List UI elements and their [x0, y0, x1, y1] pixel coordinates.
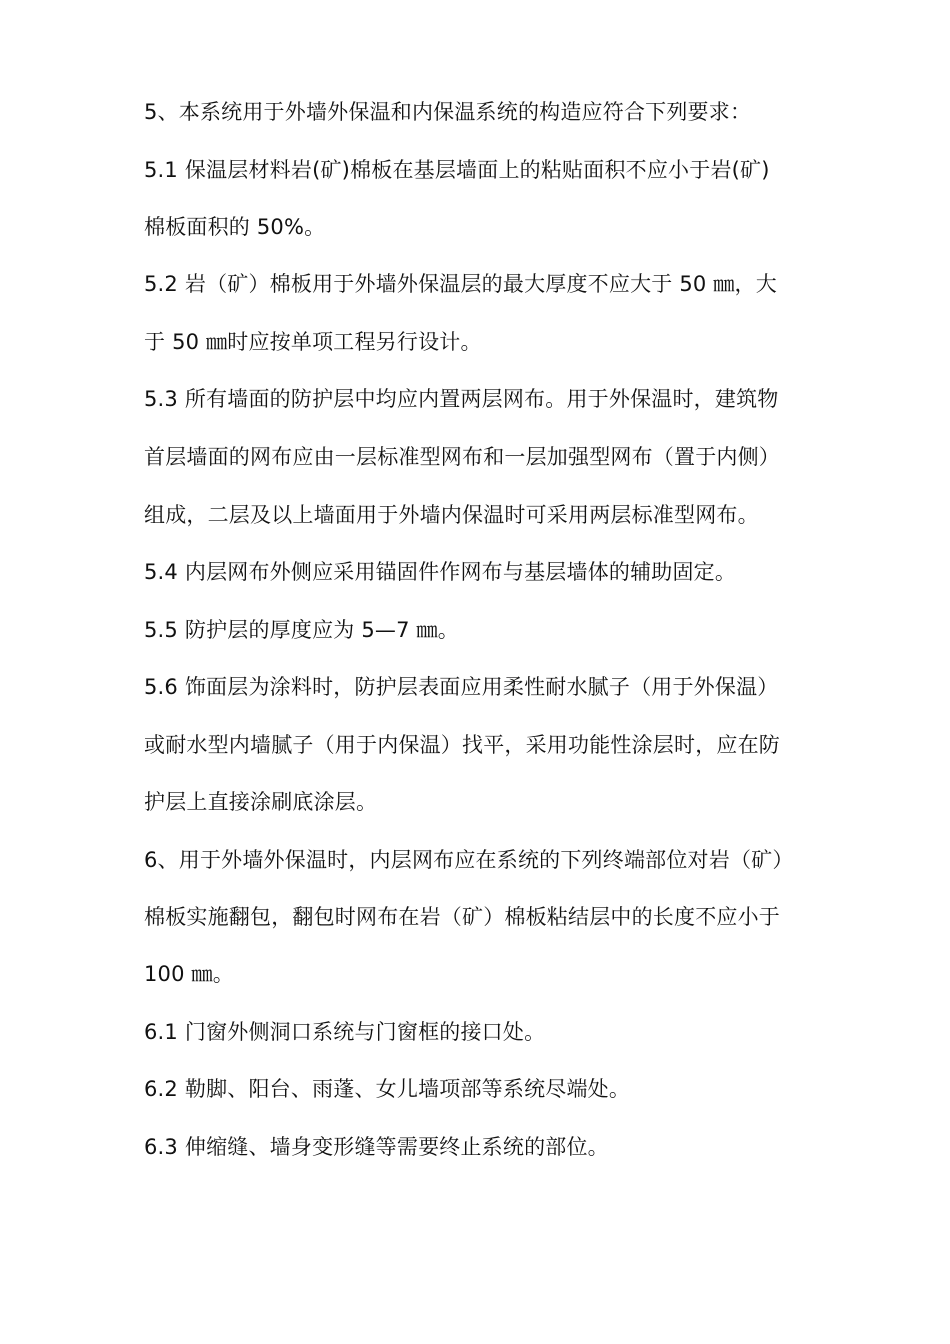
text-line-13: 护层上直接涂刷底涂层。 [144, 790, 378, 814]
text-line-5: 于 50 ㎜时应按单项工程另行设计。 [144, 330, 482, 354]
text-line-4: 5.2 岩（矿）棉板用于外墙外保温层的最大厚度不应大于 50 ㎜，大 [144, 272, 777, 296]
text-line-6: 5.3 所有墙面的防护层中均应内置两层网布。用于外保温时，建筑物 [144, 387, 779, 411]
text-line-8: 组成，二层及以上墙面用于外墙内保温时可采用两层标准型网布。 [144, 503, 759, 527]
text-line-15: 棉板实施翻包，翻包时网布在岩（矿）棉板粘结层中的长度不应小于 [144, 905, 780, 929]
text-line-2: 5.1 保温层材料岩(矿)棉板在基层墙面上的粘贴面积不应小于岩(矿) [144, 158, 770, 182]
text-line-17: 6.1 门窗外侧洞口系统与门窗框的接口处。 [144, 1020, 546, 1044]
text-line-3: 棉板面积的 50%。 [144, 215, 326, 239]
text-line-18: 6.2 勒脚、阳台、雨蓬、女儿墙项部等系统尽端处。 [144, 1077, 631, 1101]
text-line-12: 或耐水型内墙腻子（用于内保温）找平，采用功能性涂层时，应在防 [144, 733, 780, 757]
text-line-16: 100 ㎜。 [144, 962, 234, 986]
text-line-10: 5.5 防护层的厚度应为 5—7 ㎜。 [144, 618, 459, 642]
text-line-7: 首层墙面的网布应由一层标准型网布和一层加强型网布（置于内侧） [144, 445, 780, 469]
text-line-1: 5、本系统用于外墙外保温和内保温系统的构造应符合下列要求： [144, 100, 752, 124]
text-line-19: 6.3 伸缩缝、墙身变形缝等需要终止系统的部位。 [144, 1135, 609, 1159]
text-line-11: 5.6 饰面层为涂料时，防护层表面应用柔性耐水腻子（用于外保温） [144, 675, 779, 699]
text-line-14: 6、用于外墙外保温时，内层网布应在系统的下列终端部位对岩（矿） [144, 848, 794, 872]
text-line-9: 5.4 内层网布外侧应采用锚固件作网布与基层墙体的辅助固定。 [144, 560, 737, 584]
